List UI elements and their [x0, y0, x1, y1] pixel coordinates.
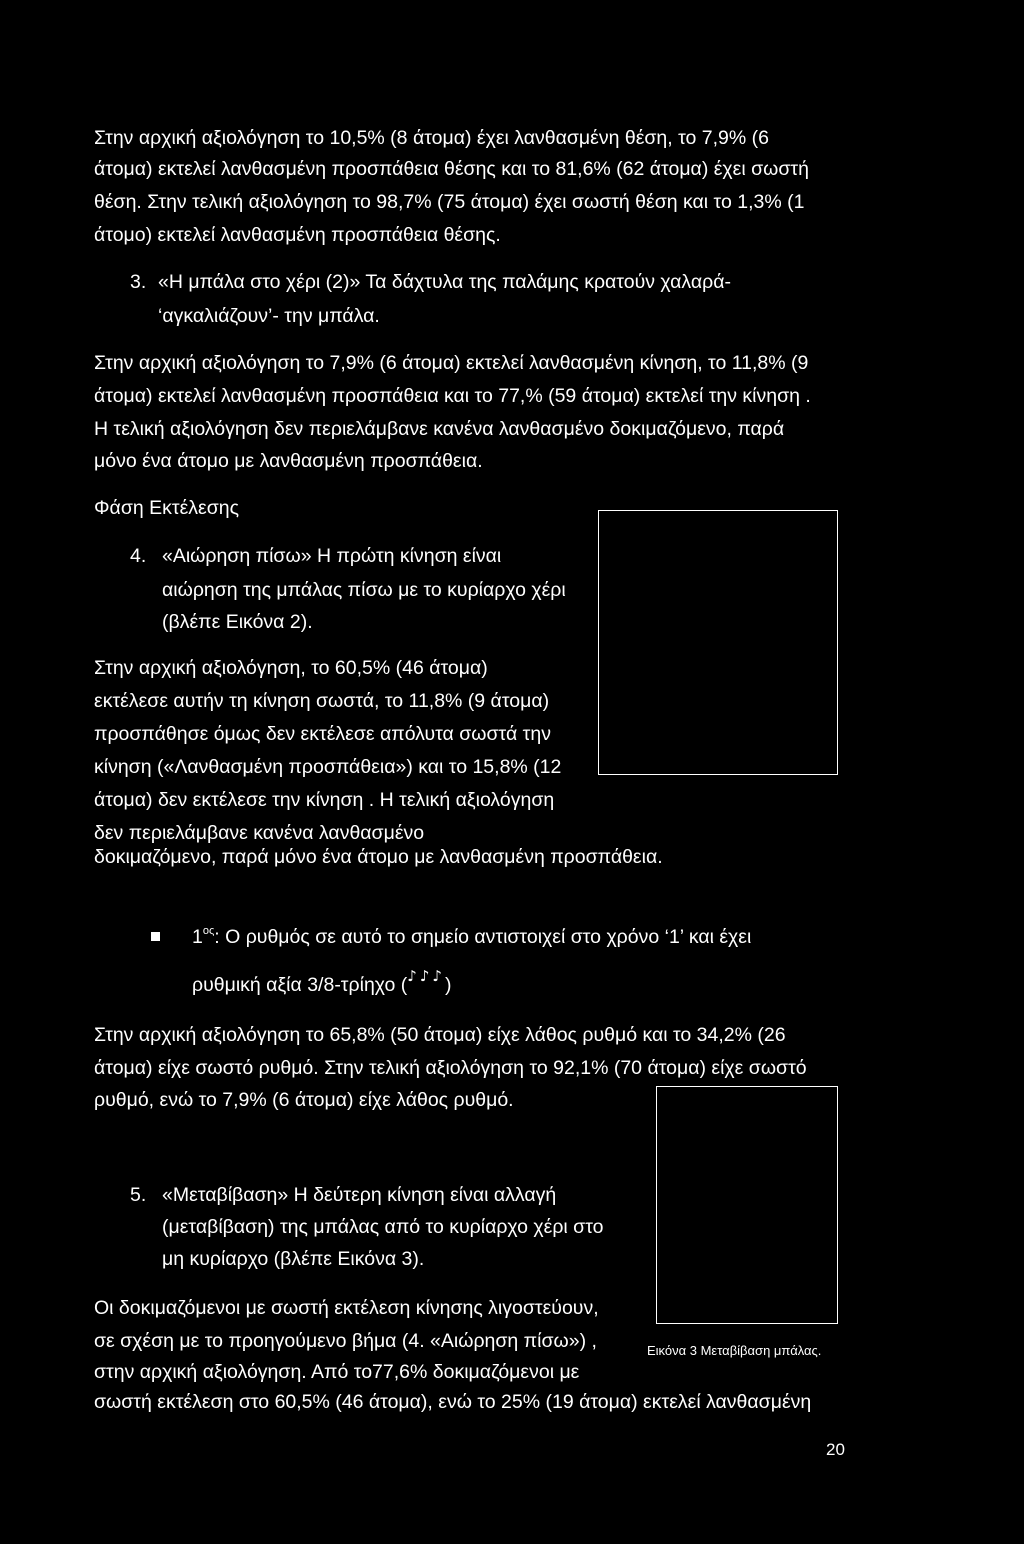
bullet-line-1	[192, 926, 751, 948]
paragraph-5-line: σωστή εκτέλεση στο 60,5% (46 άτομα), ενώ το 25% (19 άτομα) εκτελεί λανθασμένη	[94, 1391, 812, 1413]
bullet-text: ρυθμική αξία 3/8-τρίηχο (	[192, 974, 408, 996]
paragraph-3-line: άτομα) δεν εκτέλεσε την κίνηση . Η τελική αξιολόγηση	[94, 789, 555, 811]
paragraph-5-line: στην αρχική αξιολόγηση. Από το77,6% δοκιμαζόμενοι με	[94, 1361, 580, 1383]
paragraph-2-line: Στην αρχική αξιολόγηση το 7,9% (6 άτομα) εκτελεί λανθασμένη κίνηση, το 11,8% (9	[94, 352, 809, 374]
paragraph-1-line: άτομα) εκτελεί λανθασμένη προσπάθεια θέσης και το 81,6% (62 άτομα) έχει σωστή	[94, 158, 809, 180]
paragraph-2-line: άτομα) εκτελεί λανθασμένη προσπάθεια και το 77,% (59 άτομα) εκτελεί την κίνηση .	[94, 385, 811, 407]
paragraph-2-line: Η τελική αξιολόγηση δεν περιελάμβανε κανένα λανθασμένο δοκιμαζόμενο, παρά	[94, 418, 785, 440]
item-5-text: (μεταβίβαση) της μπάλας από το κυρίαρχο χέρι στο	[162, 1216, 604, 1238]
item-3-text: «Η μπάλα στο χέρι (2)» Τα δάχτυλα της παλάμης κρατούν χαλαρά-	[158, 271, 731, 293]
bullet-line-2	[192, 967, 452, 996]
bullet-marker	[151, 932, 160, 941]
item-5-number: 5.	[130, 1184, 147, 1206]
item-4-number: 4.	[130, 545, 147, 567]
paragraph-1-line: άτομο) εκτελεί λανθασμένη προσπάθεια θέσης.	[94, 224, 501, 246]
ordinal-suffix: ος	[202, 925, 215, 937]
paragraph-3-line: κίνηση («Λανθασμένη προσπάθεια») και το 15,8% (12	[94, 756, 562, 778]
bullet-text: : Ο ρυθμός σε αυτό το σημείο αντιστοιχεί στο χρόνο ‘1’ και έχει	[214, 926, 752, 948]
figure-3-frame	[656, 1086, 838, 1324]
item-5-text: «Μεταβίβαση» Η δεύτερη κίνηση είναι αλλαγή	[162, 1184, 557, 1206]
paragraph-3-line: εκτέλεσε αυτήν τη κίνηση σωστά, το 11,8% (9 άτομα)	[94, 690, 550, 712]
page-number: 20	[826, 1440, 845, 1459]
paragraph-5-line: σε σχέση με το προηγούμενο βήμα (4. «Αιώρηση πίσω») ,	[94, 1330, 597, 1352]
paragraph-3-line: Στην αρχική αξιολόγηση, το 60,5% (46 άτομα)	[94, 657, 488, 679]
paragraph-3-line: δεν περιελάμβανε κανένα λανθασμένο	[94, 822, 425, 844]
paragraph-3-line: δοκιμαζόμενο, παρά μόνο ένα άτομο με λανθασμένη προσπάθεια.	[94, 846, 663, 868]
paragraph-4-line: Στην αρχική αξιολόγηση το 65,8% (50 άτομα) είχε λάθος ρυθμό και το 34,2% (26	[94, 1024, 786, 1046]
item-4-text: αιώρηση της μπάλας πίσω με το κυρίαρχο χέρι	[162, 579, 566, 601]
paragraph-4-line: ρυθμό, ενώ το 7,9% (6 άτομα) είχε λάθος ρυθμό.	[94, 1089, 514, 1111]
item-3-number: 3.	[130, 271, 147, 293]
music-notes-icon: ♪♪♪	[407, 967, 445, 985]
paragraph-5-line: Οι δοκιμαζόμενοι με σωστή εκτέλεση κίνησης λιγοστεύουν,	[94, 1297, 599, 1319]
figure-3-caption: Εικόνα 3 Μεταβίβαση μπάλας.	[647, 1343, 822, 1358]
paragraph-2-line: μόνο ένα άτομο με λανθασμένη προσπάθεια.	[94, 450, 483, 472]
item-3-text: ‘αγκαλιάζουν’- την μπάλα.	[158, 305, 380, 327]
section-heading: Φάση Εκτέλεσης	[94, 497, 240, 519]
paragraph-1-line: Στην αρχική αξιολόγηση το 10,5% (8 άτομα) έχει λανθασμένη θέση, το 7,9% (6	[94, 127, 769, 149]
paragraph-3-line: προσπάθησε όμως δεν εκτέλεσε απόλυτα σωστά την	[94, 723, 551, 745]
bullet-text: )	[444, 974, 452, 996]
item-4-text: «Αιώρηση πίσω» Η πρώτη κίνηση είναι	[162, 545, 502, 567]
item-4-text: (βλέπε Εικόνα 2).	[162, 611, 313, 633]
figure-2-frame	[598, 510, 838, 775]
ordinal-number: 1	[192, 926, 203, 948]
paragraph-1-line: θέση. Στην τελική αξιολόγηση το 98,7% (75 άτομα) έχει σωστή θέση και το 1,3% (1	[94, 191, 805, 213]
paragraph-4-line: άτομα) είχε σωστό ρυθμό. Στην τελική αξιολόγηση το 92,1% (70 άτομα) είχε σωστό	[94, 1057, 807, 1079]
item-5-text: μη κυρίαρχο (βλέπε Εικόνα 3).	[162, 1248, 425, 1270]
